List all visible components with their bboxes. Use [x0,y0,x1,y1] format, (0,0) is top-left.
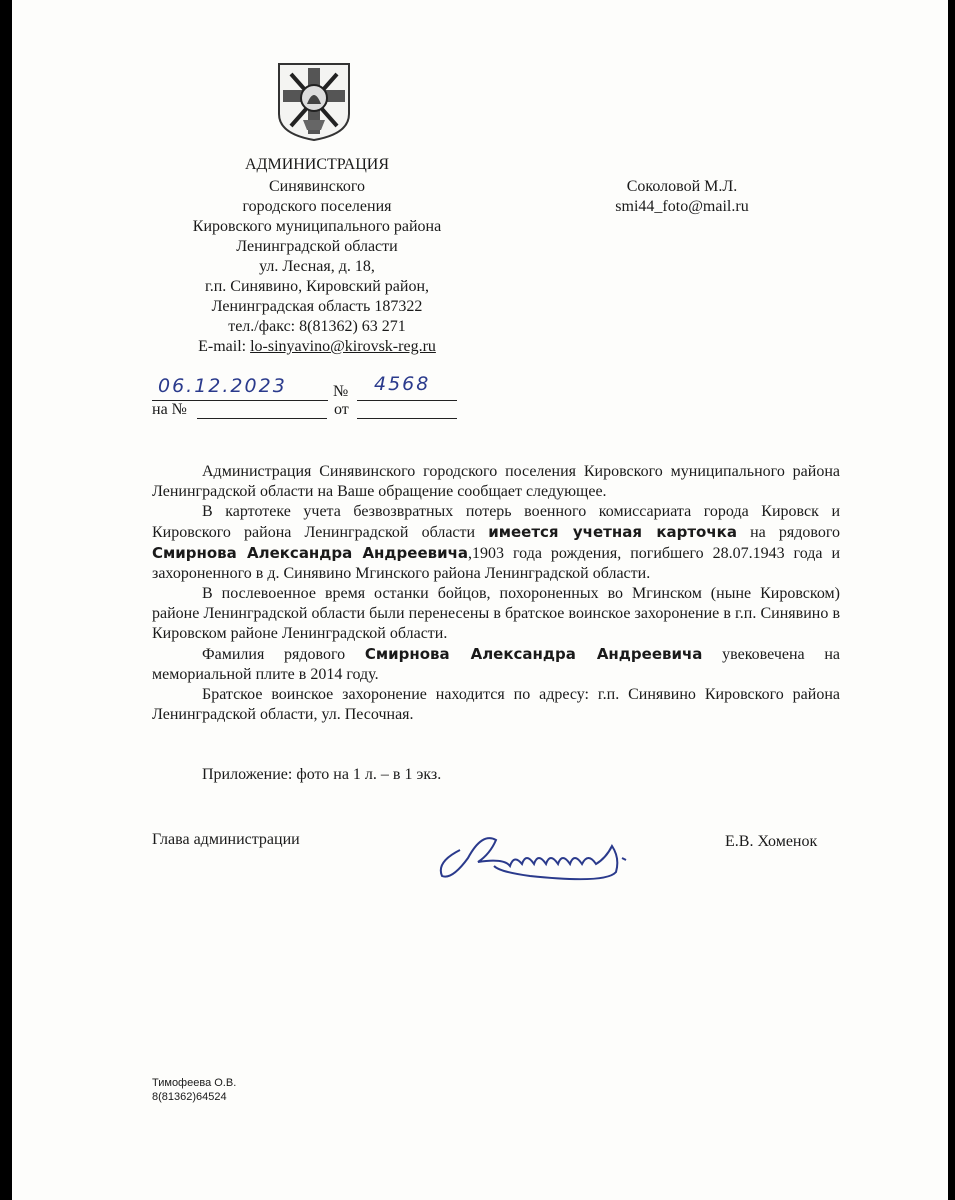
attachment-note: Приложение: фото на 1 л. – в 1 экз. [202,766,442,783]
email-label: E-mail: [198,338,251,355]
org-phone: тел./факс: 8(81362) 63 271 [228,318,406,335]
org-address-line: ул. Лесная, д. 18, [259,258,375,275]
org-address-line: Ленинградская область 187322 [211,298,423,315]
org-line: Ленинградской области [236,238,398,255]
signatory-name: Е.В. Хоменок [725,833,818,850]
letter-page [12,0,948,1200]
soldier-name: Смирнова Александра Андреевича [152,544,469,562]
org-line: городского поселения [242,198,392,215]
handwritten-signature [430,818,650,890]
executor-phone: 8(81362)64524 [152,1091,227,1103]
org-address-line: г.п. Синявино, Кировский район, [204,278,430,295]
signatory-position: Глава администрации [152,831,300,848]
from-label: от [334,401,349,418]
org-email-line [122,337,512,357]
reply-label: на № [152,401,187,418]
paragraph: Фамилия рядового Смирнова Александра Андреевича увековечена на мемориальной плите в 2014 году. [152,645,840,683]
org-title: АДМИНИСТРАЦИЯ [245,156,389,173]
paragraph: Администрация Синявинского городского поселения Кировского муниципального района Ленинградской области на Ваше обращение сообщает следующее. [152,463,840,500]
reg-date: 06.12.2023 [158,375,287,397]
paragraph: Братское воинское захоронение находится по адресу: г.п. Синявино Кировского района Ленинградской области, ул. Песочная. [152,686,840,723]
org-line: Кировского муниципального района [192,218,442,235]
number-rule [357,400,457,401]
org-line: Синявинского [268,178,366,195]
letter-body [152,462,840,725]
paragraph: В послевоенное время останки бойцов, похороненных во Мгинском (ныне Кировском) районе Ленинградской области были перенесены в братское воинское захоронение в г.п. Синявино в Кировском районе Ленинградской области. [152,585,840,642]
bold-phrase: имеется учетная карточка [488,523,737,541]
org-email-link[interactable]: lo-sinyavino@kirovsk-reg.ru [250,338,436,355]
executor-name: Тимофеева О.В. [152,1077,237,1089]
reply-rule [197,418,327,419]
recipient-email: smi44_foto@mail.ru [615,198,749,215]
paragraph: В картотеке учета безвозвратных потерь военного комиссариата города Кировск и Кировского района Ленинградской области имеется учетная карточка на рядового Смирнова Александра Андреевича,1903 года рождения, погибшего 28.07.1943 года и захороненного в д. Синявино Мгинского района Ленинградской области. [152,503,841,582]
reg-number: 4568 [374,373,431,395]
soldier-name: Смирнова Александра Андреевича [364,645,703,663]
recipient-name: Соколовой М.Л. [626,178,738,195]
from-rule [357,418,457,419]
number-sign: № [333,383,349,400]
coat-of-arms-icon [275,60,353,142]
